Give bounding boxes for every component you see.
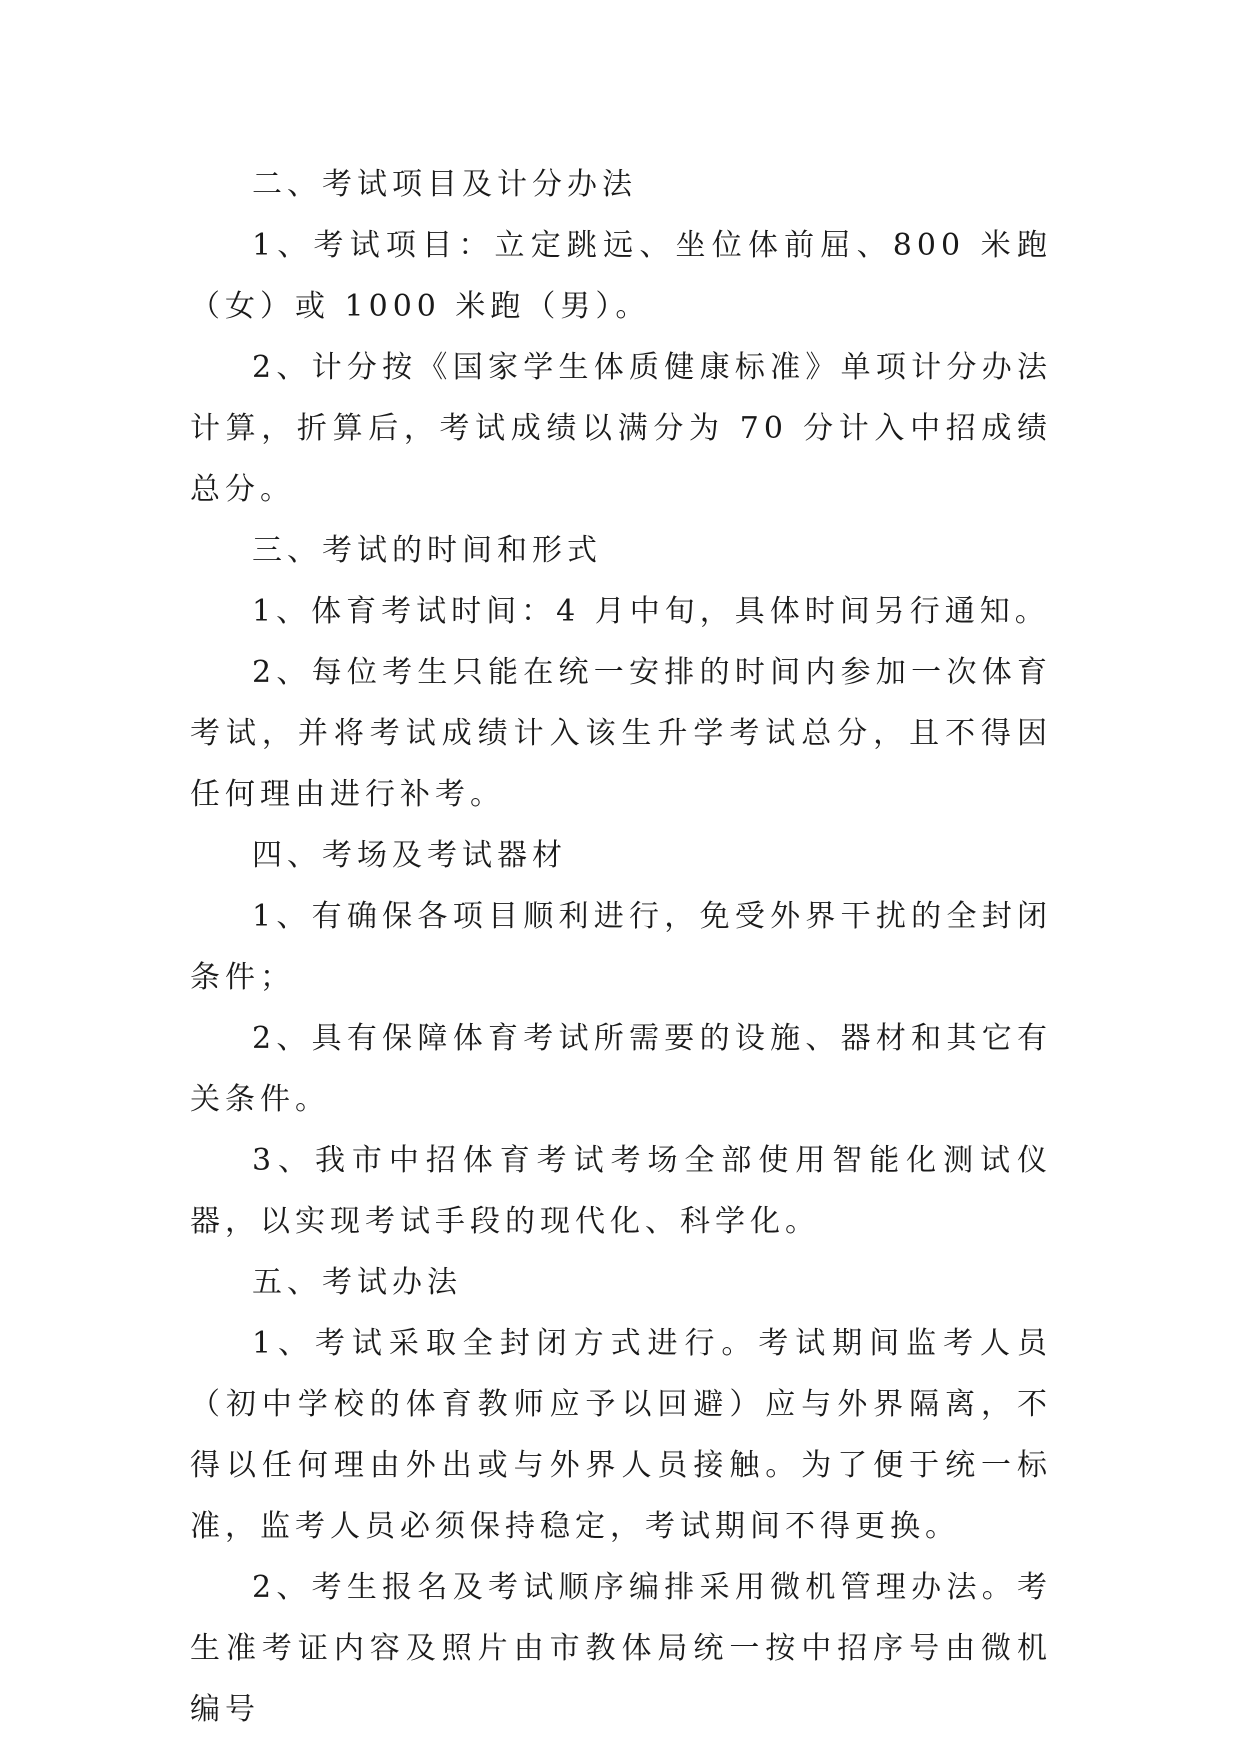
paragraph-4-1: 1、有确保各项目顺利进行，免受外界干扰的全封闭条件； [190, 899, 1052, 995]
paragraph-2-2: 2、计分按《国家学生体质健康标准》单项计分办法计算，折算后，考试成绩以满分为 70 分计入中招成绩总分。 [190, 350, 1052, 507]
paragraph-5-1: 1、考试采取全封闭方式进行。考试期间监考人员（初中学校的体育教师应予以回避）应与外界隔离，不得以任何理由外出或与外界人员接触。为了便于统一标准，监考人员必须保持稳定，考试期间不得更换。 [190, 1326, 1052, 1544]
paragraph-2-1: 1、考试项目：立定跳远、坐位体前屈、800 米跑（女）或 1000 米跑（男）。 [190, 228, 1052, 324]
paragraph-3-2: 2、每位考生只能在统一安排的时间内参加一次体育考试，并将考试成绩计入该生升学考试总分，且不得因任何理由进行补考。 [190, 655, 1052, 812]
paragraph-4-3: 3、我市中招体育考试考场全部使用智能化测试仪器，以实现考试手段的现代化、科学化。 [190, 1143, 1052, 1239]
section-heading-3: 三、考试的时间和形式 [252, 533, 602, 568]
section-heading-2: 二、考试项目及计分办法 [252, 167, 637, 202]
document-page [190, 154, 1052, 1740]
section-heading-4: 四、考场及考试器材 [252, 838, 567, 873]
paragraph-4-2: 2、具有保障体育考试所需要的设施、器材和其它有关条件。 [190, 1021, 1052, 1117]
section-heading-5: 五、考试办法 [252, 1265, 462, 1300]
paragraph-5-2: 2、考生报名及考试顺序编排采用微机管理办法。考生准考证内容及照片由市教体局统一按中招序号由微机编号 [190, 1570, 1052, 1727]
paragraph-3-1: 1、体育考试时间：4 月中旬，具体时间另行通知。 [252, 594, 1050, 629]
